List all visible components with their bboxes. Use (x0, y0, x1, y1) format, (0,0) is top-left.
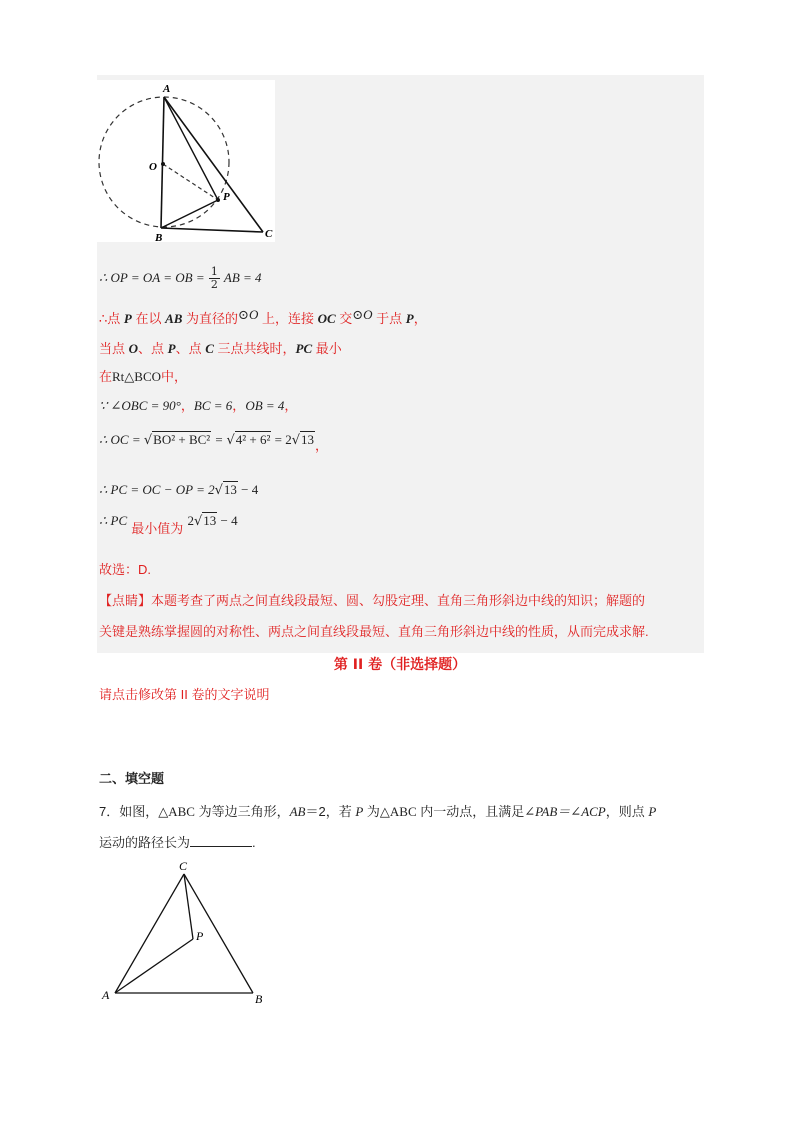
label-O: O (149, 161, 157, 173)
segment-AP (164, 97, 218, 200)
label-B: B (255, 992, 263, 1006)
label-C: C (265, 228, 273, 240)
answer-choice: 故选：D. (99, 562, 152, 577)
point-O (161, 162, 165, 166)
question-7-line2: 运动的路径长为 . (99, 835, 256, 850)
part-two-heading: 第 II 卷（非选择题） (333, 657, 467, 673)
segment-CP (184, 874, 193, 939)
solution-line-in-triangle: 在Rt△BCO中， (99, 369, 188, 384)
label-P: P (196, 929, 204, 943)
fraction-one-half: $\frac{1}{2}$ (210, 265, 218, 292)
segment-AC (115, 874, 184, 993)
section-fill-in-blank: 二、填空题 (99, 772, 165, 787)
segment-AC (164, 97, 263, 232)
segment-BC (184, 874, 253, 993)
label-B: B (155, 232, 163, 242)
question-7-line1: 7．如图，△ABC 为等边三角形，AB＝2，若 P 为△ABC 内一动点，且满足∠PAB＝∠ACP，则点 P (99, 804, 657, 819)
solution-line-op: ∴ OP = OA = OB = $\frac{1}{2}$ AB = 4 (99, 265, 262, 292)
solution-line-collinear: 当点 O、点 P、点 C 三点共线时，PC 最小 (99, 341, 342, 356)
part-two-note[interactable]: 请点击修改第 II 卷的文字说明 (99, 687, 270, 702)
point-P (216, 198, 220, 202)
label-C: C (179, 859, 188, 873)
label-P: P (223, 191, 230, 203)
solution-line-given: ∵ ∠OBC = 90°，BC = 6，OB = 4， (99, 398, 298, 414)
solution-line-oc: ∴ OC = √BO² + BC² = √4² + 6² = 2√13， (99, 432, 329, 454)
key-point-comment: 【点睛】本题考查了两点之间直线段最短、圆、勾股定理、直角三角形斜边中线的知识；解题的 关键是熟练掌握圆的对称性、两点之间直线段最短、直角三角形斜边中线的性质，从而完成求解. (99, 593, 649, 639)
figure-equilateral-triangle (99, 858, 274, 1008)
segment-BP (161, 200, 218, 228)
question-7 (99, 796, 704, 858)
label-A: A (163, 83, 171, 95)
segment-OP-dashed (163, 164, 218, 200)
label-A: A (102, 988, 110, 1002)
segment-BC (161, 228, 263, 232)
solution-line-pc: ∴ PC = OC − OP = 2√13 − 4 (99, 482, 259, 498)
solution-line-min: ∴ PC 最小值为 2√13 − 4 (99, 513, 238, 536)
segment-AP (115, 939, 193, 993)
answer-blank[interactable] (190, 833, 252, 847)
solution-line-circle: ∴点 P 在以 AB 为直径的⊙O 上，连接 OC 交⊙O 于点 P， (99, 307, 427, 326)
figure-circle-triangle (97, 80, 275, 242)
